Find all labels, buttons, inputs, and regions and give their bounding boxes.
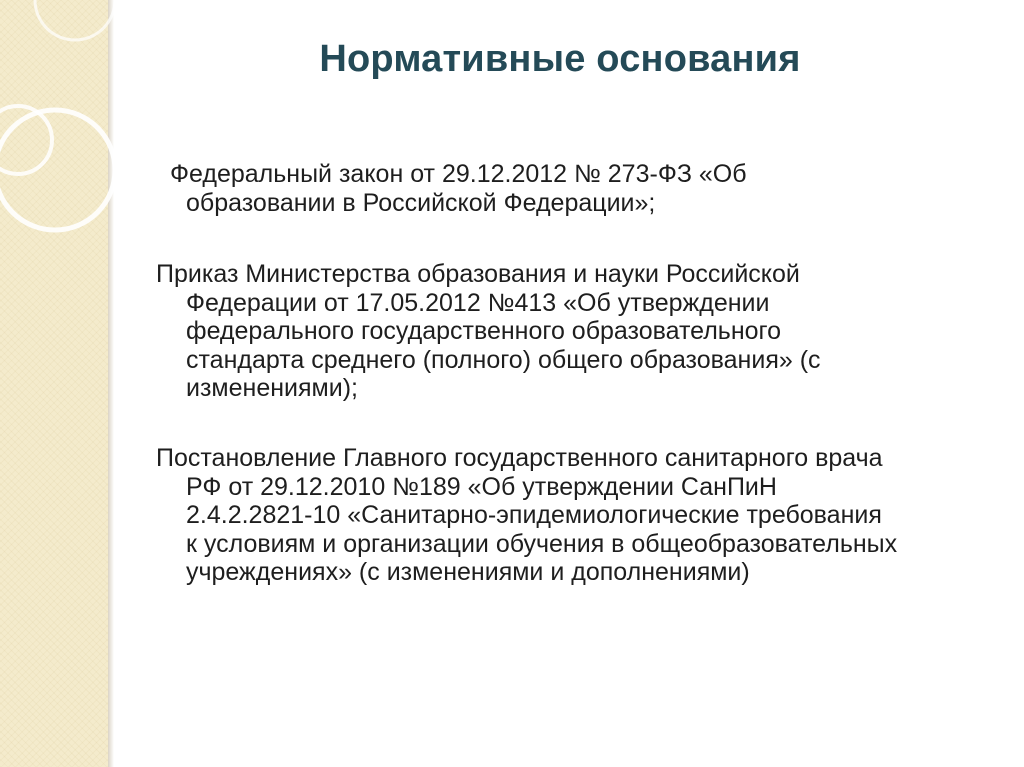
decorative-circles <box>0 0 140 767</box>
item-line: Федеральный закон от 29.12.2012 № 273-ФЗ «Об <box>170 160 747 188</box>
item-line: Федерации от 17.05.2012 №413 «Об утверждении <box>186 288 770 317</box>
item-line: федерального государственного образовательного <box>186 317 782 345</box>
item-line: учреждениях» (с изменениями и дополнениями) <box>186 558 750 586</box>
slide-title: Нормативные основания <box>319 38 801 80</box>
decorative-circle-large <box>0 110 115 230</box>
item-line: Постановление Главного государственного санитарного врача <box>156 444 883 472</box>
item-line: 2.4.2.2821-10 «Санитарно-эпидемиологические требования <box>186 501 882 529</box>
decorative-circle-top <box>35 0 115 40</box>
list-item-sanitary-resolution <box>156 444 1006 587</box>
item-line: к условиям и организации обучения в общеобразовательных <box>186 529 898 558</box>
item-line: образовании в Российской Федерации»; <box>186 188 656 217</box>
list-item-ministry-order <box>156 260 996 403</box>
item-line: Приказ Министерства образования и науки Российской <box>156 260 800 288</box>
item-line: изменениями); <box>186 374 358 402</box>
list-item-federal-law <box>170 160 990 217</box>
item-line: стандарта среднего (полного) общего образования» (с <box>186 345 821 374</box>
item-line: РФ от 29.12.2010 №189 «Об утверждении СанПиН <box>186 472 777 501</box>
